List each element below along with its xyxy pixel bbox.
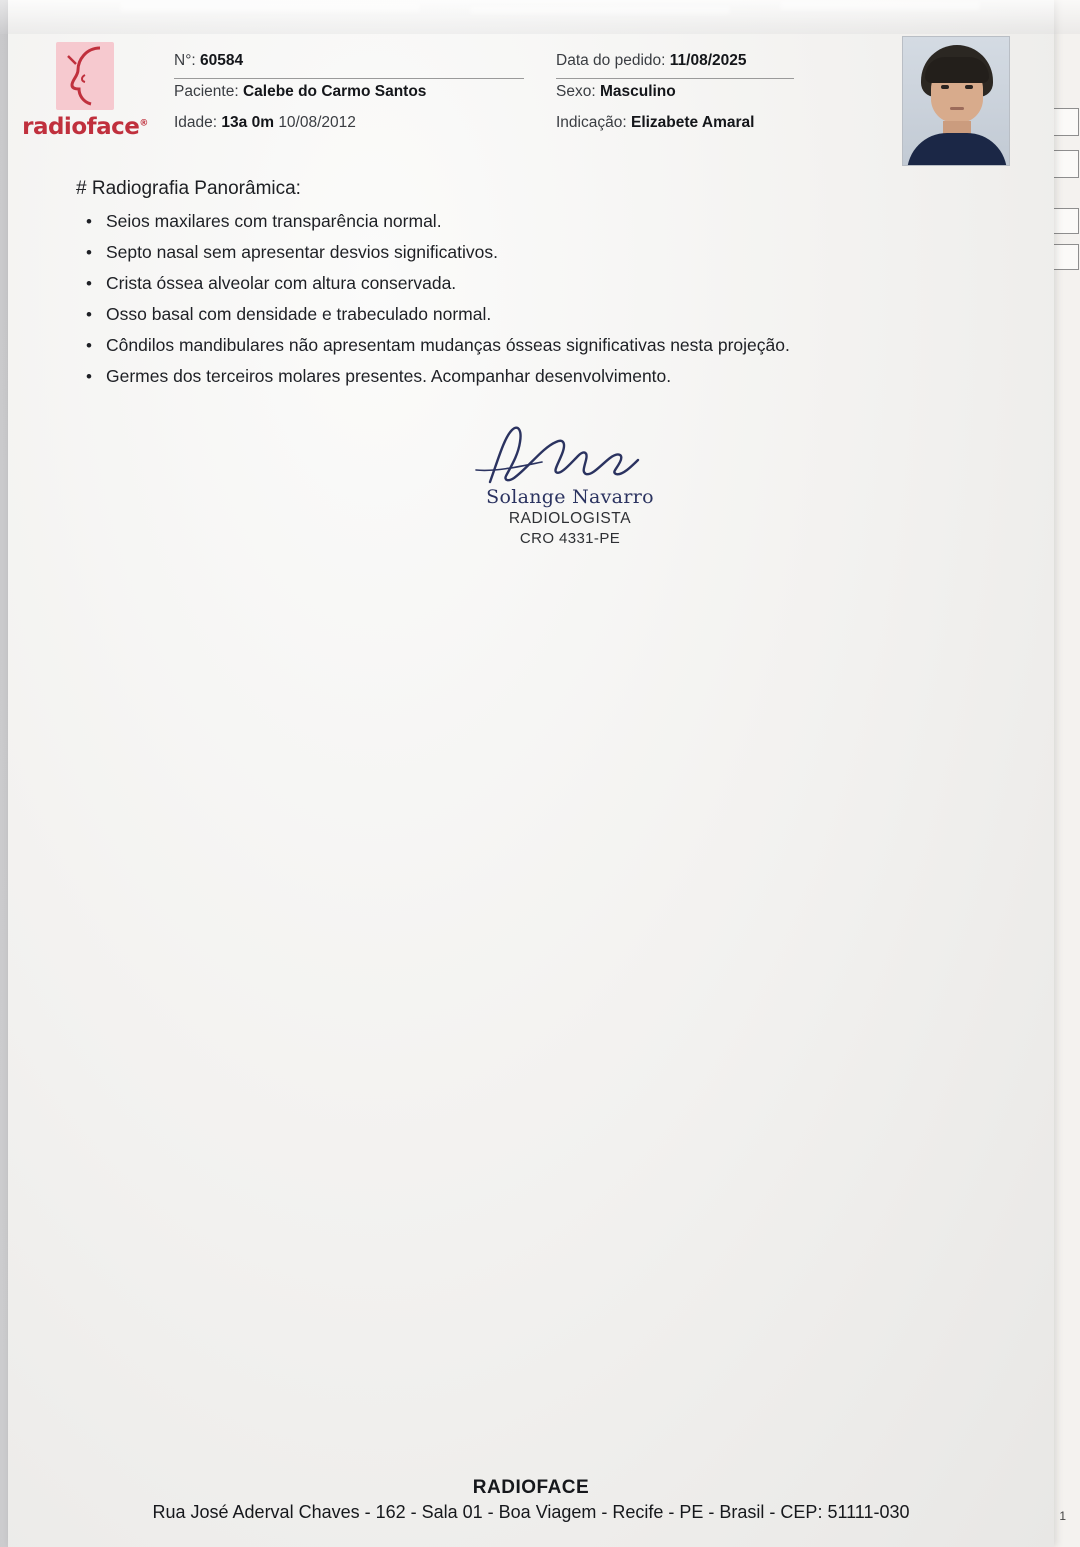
sex-label: Sexo:: [556, 83, 596, 100]
referral-value: Elizabete Amaral: [630, 114, 755, 131]
age-label: Idade:: [174, 114, 218, 131]
number-value: 60584: [200, 52, 244, 69]
patient-label: Paciente:: [174, 83, 239, 100]
logo-wordmark: [20, 114, 150, 140]
list-item: • Seios maxilares com transparência normal.: [106, 206, 944, 237]
age-field: [174, 114, 356, 132]
report-page: [8, 0, 1054, 1547]
signature-block: [460, 438, 680, 547]
list-item: • Germes dos terceiros molares presentes. Acompanhar desenvolvimento.: [106, 361, 944, 392]
report-header: [174, 52, 914, 145]
section-title: # Radiografia Panorâmica:: [76, 178, 301, 199]
footer-address: Rua José Aderval Chaves - 162 - Sala 01 - Boa Viagem - Recife - PE - Brasil - CEP: 51111-030: [152, 1502, 910, 1522]
birth-date-value: 10/08/2012: [278, 114, 356, 131]
logo-registered-mark: ®: [139, 118, 148, 129]
header-row-age: [174, 114, 914, 145]
logo-face-icon: [56, 42, 114, 110]
patient-value: Calebe do Carmo Santos: [242, 83, 427, 100]
sex-field: [556, 83, 676, 101]
findings-list: [84, 206, 944, 392]
sex-value: Masculino: [599, 83, 676, 100]
radioface-logo: [20, 42, 150, 140]
order-date-label: Data do pedido:: [556, 52, 666, 69]
signature-name: Solange Navarro: [486, 486, 654, 508]
referral-field: [556, 114, 754, 132]
header-underline-left: [174, 78, 524, 79]
number-field: [174, 52, 243, 70]
age-value: 13a 0m: [221, 114, 274, 131]
face-profile-icon: [56, 42, 114, 110]
patient-field: [174, 83, 426, 101]
signature-license: CRO 4331-PE: [519, 530, 621, 547]
sleeve-glare-top: [8, 0, 1054, 26]
number-label: N°:: [174, 52, 196, 69]
footer-brand: RADIOFACE: [472, 1477, 590, 1498]
signature-role: RADIOLOGISTA: [508, 510, 632, 527]
list-item: • Septo nasal sem apresentar desvios significativos.: [106, 237, 944, 268]
header-underline-right: [556, 78, 794, 79]
header-row-patient: [174, 83, 914, 114]
list-item: • Crista óssea alveolar com altura conservada.: [106, 268, 944, 299]
logo-text: radioface: [22, 114, 140, 140]
order-date-value: 11/08/2025: [669, 52, 747, 69]
side-page-number: 1: [1059, 1509, 1066, 1523]
handwritten-signature-icon: [470, 420, 670, 490]
list-item: • Côndilos mandibulares não apresentam mudanças ósseas significativas nesta projeção.: [106, 330, 944, 361]
patient-photo: [902, 36, 1010, 166]
list-item: • Osso basal com densidade e trabeculado normal.: [106, 299, 944, 330]
order-date-field: [556, 52, 747, 70]
page-footer: [8, 1477, 1054, 1523]
referral-label: Indicação:: [556, 114, 627, 131]
